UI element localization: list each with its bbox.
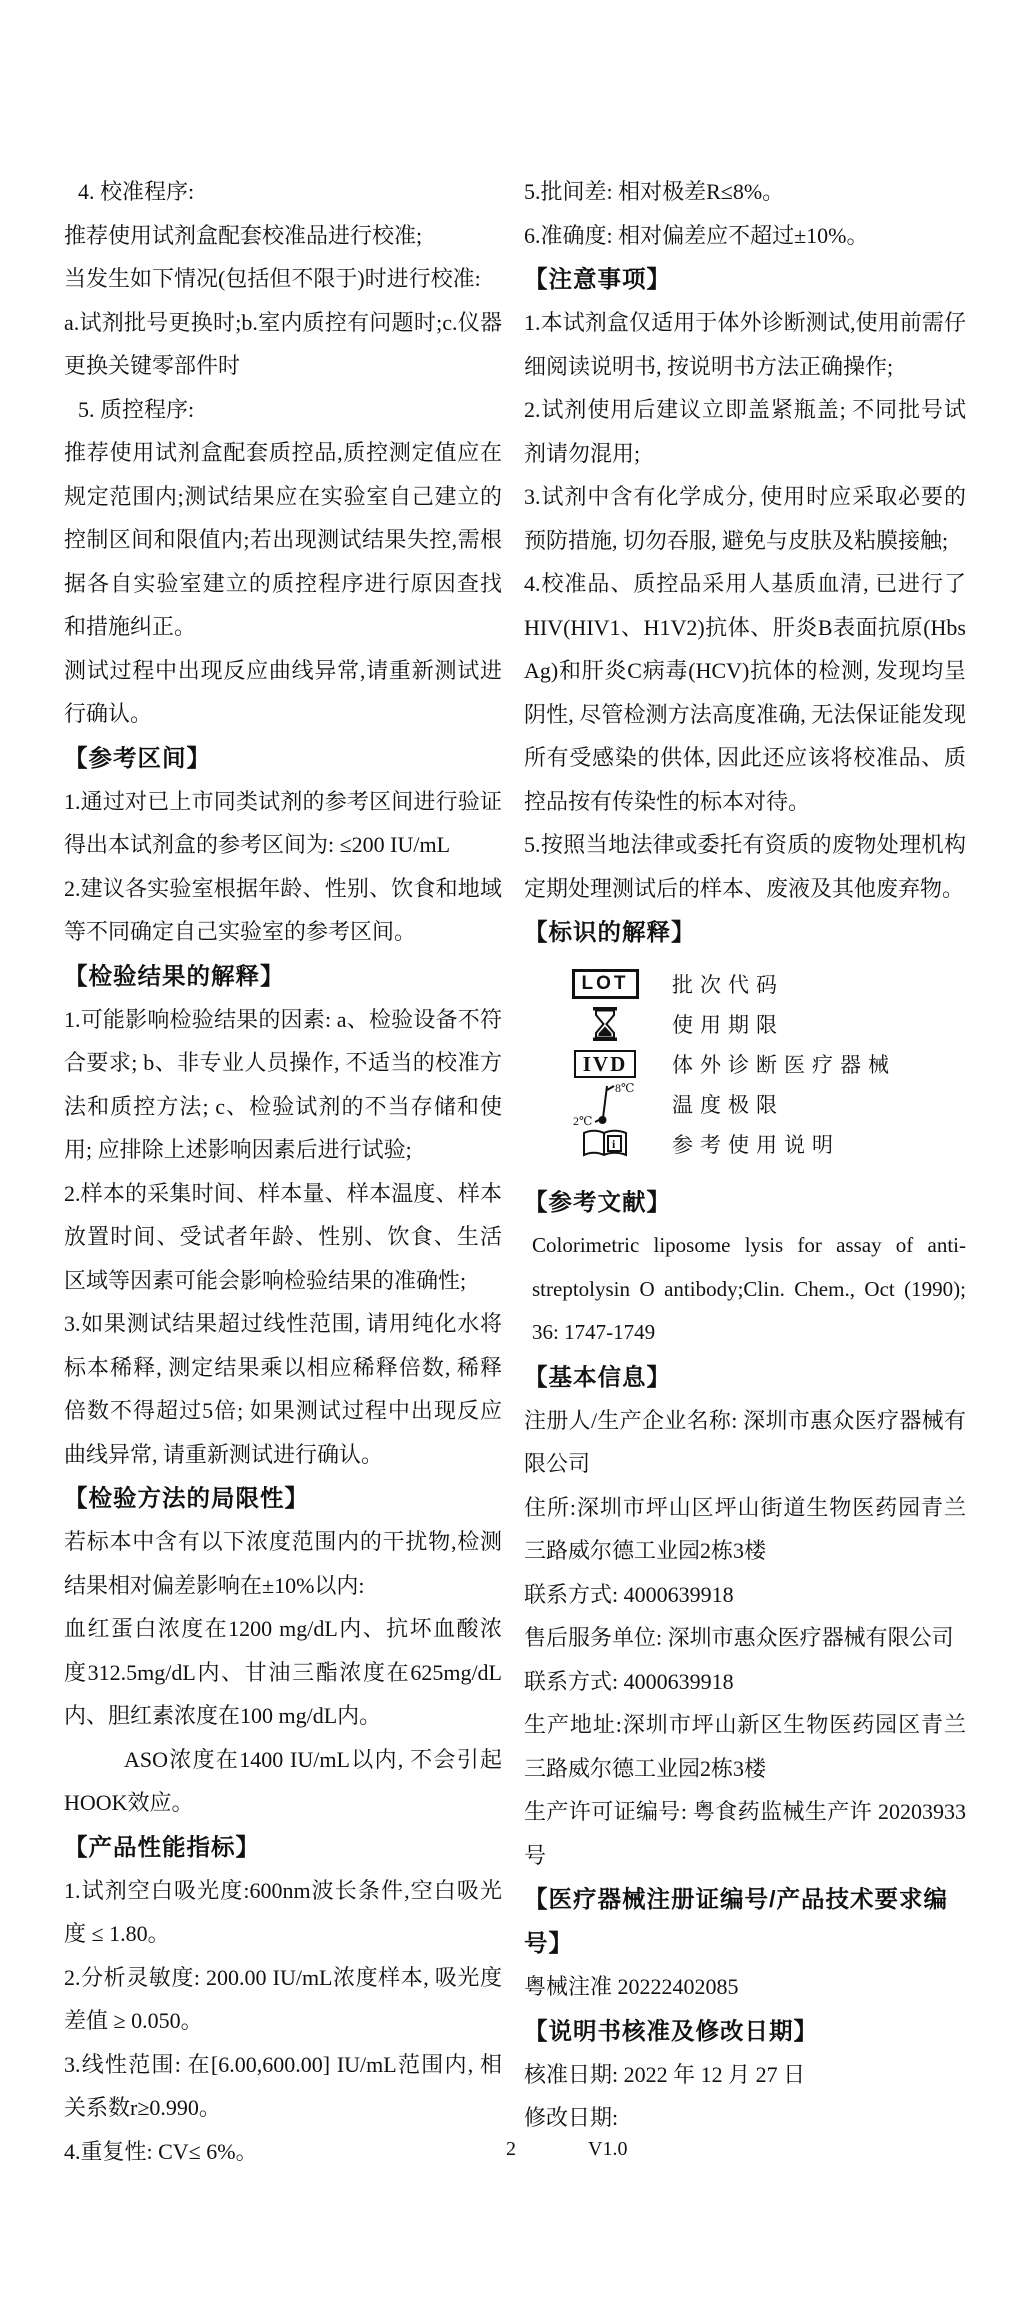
paragraph: 5.按照当地法律或委托有资质的废物处理机构定期处理测试后的样本、废液及其他废弃物。 [524,832,966,901]
lot-icon: LOT [572,969,639,999]
symbol-icon-cell [560,1050,650,1078]
symbol-label: 参考使用说明 [672,1133,840,1157]
symbol-row [524,1081,966,1127]
paragraph: 3.试剂中含有化学成分, 使用时应采取必要的预防措施, 切勿吞服, 避免与皮肤及粘膜接触; [524,484,966,553]
paragraph: 1.可能影响检验结果的因素: a、检验设备不符合要求; b、非专业人员操作, 不适当的校准方法和质控方法; c、检验试剂的不当存储和使用; 应排除上述影响因素后进行试验; [64,1006,502,1162]
paragraph: 修改日期: [524,2105,619,2130]
paragraph: 推荐使用试剂盒配套质控品,质控测定值应在规定范围内;测试结果应在实验室自己建立的控制区间和限值内;若出现测试结果失控,需根据各自实验室建立的质控程序进行原因查找和措施纠正。 [64,440,502,639]
section-heading: 【基本信息】 [524,1363,671,1390]
symbol-icon-cell [560,1128,650,1160]
paragraph: 生产许可证编号: 粤食药监械生产许 20203933 号 [524,1799,966,1868]
symbol-label: 温度极限 [672,1093,784,1117]
paragraph: 4.重复性: CV≤ 6%。 [64,2138,258,2164]
paragraph: 注册人/生产企业名称: 深圳市惠众医疗器械有限公司 [524,1407,966,1476]
section-heading: 【检验结果的解释】 [64,962,285,989]
paragraph: 2.样本的采集时间、样本量、样本温度、样本放置时间、受试者年龄、性别、饮食、生活区域等因素可能会影响检验结果的准确性; [64,1180,502,1293]
page-number: 2 [506,2138,516,2160]
paragraph: a.试剂批号更换时;b.室内质控有问题时;c.仪器更换关键零部件时 [64,309,502,378]
symbol-row [524,1004,966,1044]
paragraph: 1.试剂空白吸光度:600nm波长条件,空白吸光度 ≤ 1.80。 [64,1877,502,1946]
paragraph: 3.线性范围: 在[6.00,600.00] IU/mL范围内, 相关系数r≥0.990。 [64,2051,502,2120]
right-column [524,170,966,2140]
paragraph: 6.准确度: 相对偏差应不超过±10%。 [524,222,869,248]
paragraph: 3.如果测试结果超过线性范围, 请用纯化水将标本稀释, 测定结果乘以相应稀释倍数, 稀释倍数不得超过5倍; 如果测试过程中出现反应曲线异常, 请重新测试进行确认。 [64,1311,502,1467]
symbol-row [524,1044,966,1084]
paragraph: 血红蛋白浓度在1200 mg/dL内、抗坏血酸浓度312.5mg/dL内、甘油三酯浓度在625mg/dL内、胆红素浓度在100 mg/dL内。 [64,1616,502,1728]
paragraph: 核准日期: 2022 年 12 月 27 日 [524,2061,806,2087]
temperature-limit-icon [572,1081,638,1127]
paragraph: 2.分析灵敏度: 200.00 IU/mL浓度样本, 吸光度差值 ≥ 0.050。 [64,1964,502,2033]
paragraph: 2.建议各实验室根据年龄、性别、饮食和地域等不同确定自己实验室的参考区间。 [64,875,502,944]
symbol-icon-cell [560,1006,650,1042]
paragraph: 联系方式: 4000639918 [524,1668,734,1694]
version-label: V1.0 [588,2138,628,2160]
section-heading: 【医疗器械注册证编号/产品技术要求编号】 [524,1886,949,1956]
page-footer [0,2138,1024,2168]
symbols-legend [524,964,966,1164]
consult-instructions-icon [581,1128,629,1160]
paragraph: ASO浓度在1400 IU/mL以内, 不会引起HOOK效应。 [64,1746,502,1815]
paragraph: 5. 质控程序: [78,396,195,422]
paragraph: 粤械注准 20222402085 [524,1974,739,1999]
paragraph: 4.校准品、质控品采用人基质血清, 已进行了 HIV(HIV1、H1V2)抗体、肝炎B表面抗原(HbsAg)和肝炎C病毒(HCV)抗体的检测, 发现均呈阴性, 尽管检测方法高度准确, 无法保证能发现所有受感染的供体, 因此还应该将校准品、质控品按有传染性的标本对待。 [524,571,966,814]
paragraph: 当发生如下情况(包括但不限于)时进行校准: [64,266,481,291]
symbol-row [524,1124,966,1164]
paragraph: 5.批间差: 相对极差R≤8%。 [524,179,785,204]
paragraph: 住所:深圳市坪山区坪山街道生物医药园青兰三路威尔德工业园2栋3楼 [524,1494,966,1563]
section-heading: 【参考文献】 [524,1189,671,1215]
symbol-label: 体外诊断医疗器械 [672,1053,896,1077]
section-heading: 【注意事项】 [524,266,671,292]
paragraph: 1.通过对已上市同类试剂的参考区间进行验证得出本试剂盒的参考区间为: ≤200 IU/mL [64,788,502,857]
paragraph: 推荐使用试剂盒配套校准品进行校准; [64,222,423,248]
symbol-icon-cell [560,1081,650,1127]
section-heading: 【参考区间】 [64,744,211,771]
paragraph: 1.本试剂盒仅适用于体外诊断测试,使用前需仔细阅读说明书, 按说明书方法正确操作; [524,310,966,379]
symbol-label: 批次代码 [672,973,784,997]
section-heading: 【检验方法的局限性】 [64,1485,309,1511]
section-heading: 【说明书核准及修改日期】 [524,2017,818,2044]
symbol-icon-cell [560,969,650,999]
paragraph: 测试过程中出现反应曲线异常,请重新测试进行确认。 [64,657,502,726]
paragraph: 2.试剂使用后建议立即盖紧瓶盖; 不同批号试剂请勿混用; [524,397,966,466]
ivd-icon: IVD [574,1050,637,1078]
svg-text:i: i [612,1137,616,1151]
svg-text:2℃: 2℃ [573,1114,593,1127]
paragraph: 联系方式: 4000639918 [524,1581,734,1607]
paragraph: 4. 校准程序: [78,179,195,204]
section-heading: 【产品性能指标】 [64,1833,260,1860]
symbol-label: 使用期限 [672,1013,784,1037]
left-column [64,170,502,2173]
svg-text:8℃: 8℃ [615,1081,635,1095]
paragraph: 若标本中含有以下浓度范围内的干扰物,检测结果相对偏差影响在±10%以内: [64,1529,502,1598]
paragraph: Colorimetric liposome lysis for assay of anti-streptolysin O antibody;Clin. Chem., Oct (1990); 36: 1747-1749 [532,1233,966,1344]
paragraph: 售后服务单位: 深圳市惠众医疗器械有限公司 [524,1625,954,1650]
paragraph: 生产地址:深圳市坪山新区生物医药园区青兰三路威尔德工业园2栋3楼 [524,1712,966,1781]
symbol-row [524,964,966,1004]
section-heading: 【标识的解释】 [524,919,696,945]
hourglass-icon [590,1006,620,1042]
